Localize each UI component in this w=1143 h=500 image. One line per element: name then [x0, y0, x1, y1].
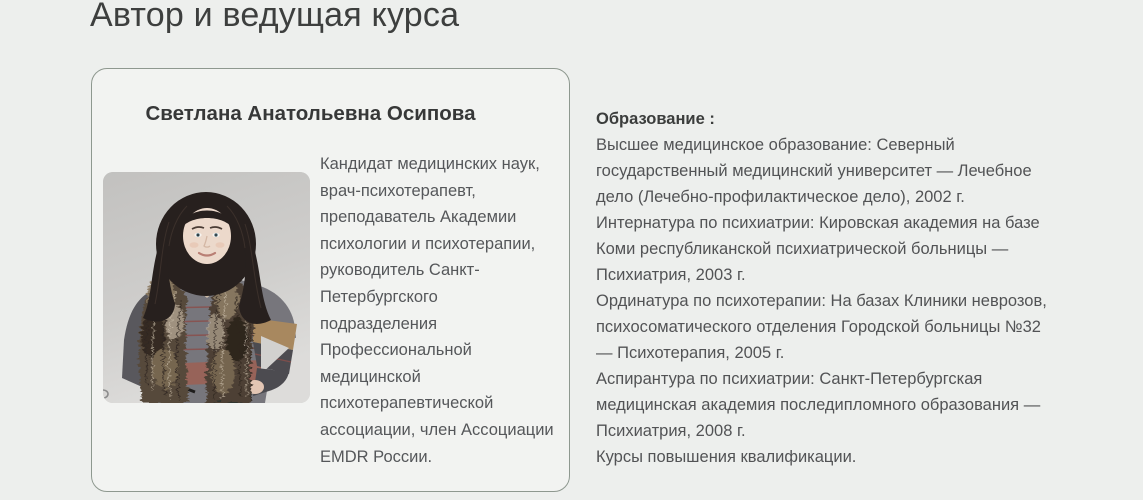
author-card: [91, 68, 570, 492]
education-item: Аспирантура по психиатрии: Санкт-Петербургская медицинская академия последипломного образования — Психиатрия, 2008 г.: [596, 370, 1041, 440]
education-item: Курсы повышения квалификации.: [596, 448, 857, 466]
page-title: Автор и ведущая курса: [90, 0, 460, 34]
author-photo: [103, 172, 310, 403]
author-description: Кандидат медицинских наук, врач-психотерапевт, преподаватель Академии психологии и психотерапии, руководитель Санкт-Петербургского подразделения Профессиональной медицинской психотерапевтической ассоциации, член Ассоциации EMDR России.: [320, 155, 554, 466]
education-section: [596, 106, 1056, 470]
education-item: Ординатура по психотерапии: На базах Клиники неврозов, психосоматического отделения Городской больницы №32 — Психотерапия, 2005 г.: [596, 292, 1047, 362]
education-item: Интернатура по психиатрии: Кировская академия на базе Коми республиканской психиатрической больницы — Психиатрия, 2003 г.: [596, 214, 1040, 284]
author-name: Светлана Анатольевна Осипова: [145, 102, 476, 125]
author-portrait-illustration: [103, 172, 310, 403]
education-heading: Образование :: [596, 110, 715, 128]
education-item: Высшее медицинское образование: Северный государственный медицинский университет — Лечебное дело (Лечебно-профилактическое дело), 2002 г.: [596, 136, 1032, 206]
